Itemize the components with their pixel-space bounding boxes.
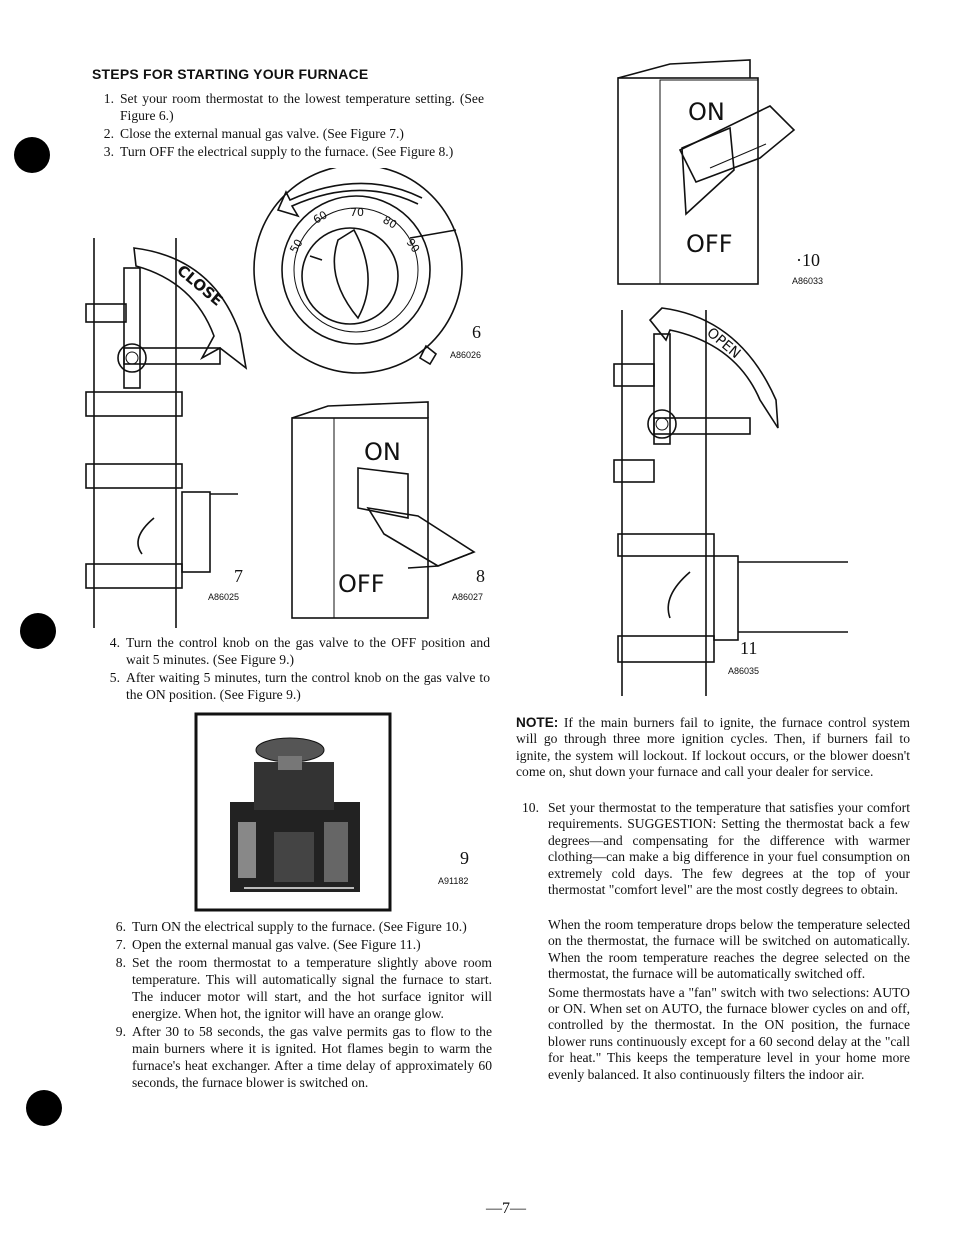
pipe-elbow <box>138 518 154 554</box>
valve-solenoid <box>274 832 314 882</box>
figure-10-number: ·10 <box>796 250 820 270</box>
list-item: 8. Set the room thermostat to a temperature slightly above room temperature. This will automatically signal the furnace to start. The inducer motor will start, and the hot surface ignitor will energize. When hot, the ignitor will have an orange glow. <box>115 955 492 1021</box>
figure-6-thermostat <box>250 168 470 378</box>
figure-9-number: 9 <box>460 848 469 868</box>
valve-direction-label: CLOSE <box>173 261 227 310</box>
switch-off-label: OFF <box>338 570 385 598</box>
switch-box-top <box>618 60 750 78</box>
switch-on-label: ON <box>364 438 401 466</box>
pipe-fitting <box>618 636 714 662</box>
figure-11-code: A86035 <box>728 666 760 676</box>
figure-6-number: 6 <box>472 322 481 342</box>
step-10-number: 10. <box>522 800 539 815</box>
dial-tab-icon <box>420 346 436 364</box>
valve-port <box>238 822 256 878</box>
figure-6-code: A86026 <box>450 350 482 360</box>
list-item: 4. Turn the control knob on the gas valve to the OFF position and wait 5 minutes. (See Figure 9.) <box>109 635 490 667</box>
pipe-stub <box>714 556 738 640</box>
valve-direction-label: OPEN <box>703 324 744 362</box>
dial-marker-line <box>410 230 456 238</box>
figure-7-gas-valve <box>84 238 254 628</box>
pipe-fitting <box>86 304 126 322</box>
list-item: 2. Close the external manual gas valve. (See Figure 7.) <box>103 126 404 141</box>
steps-list-c <box>104 918 492 1092</box>
switch-box-top <box>292 402 428 418</box>
dial-label-70: 70 <box>350 206 364 219</box>
pipe-fitting <box>614 460 654 482</box>
figure-11-gas-valve <box>610 300 854 700</box>
paragraph: Some thermostats have a "fan" switch with two selections: AUTO or ON. When set on AUTO, the furnace blower cycles on and off, controlled by the thermostat. In the ON position, the furnace blower runs continuously except for a 60 second delay at the "call for heat." This keeps the temperature level in your home more evenly balanced. It also continuously filters the indoor air. <box>548 984 910 1082</box>
page-number: —7— <box>486 1200 526 1217</box>
pipe-fitting <box>86 464 182 488</box>
thermostat-dial-face <box>294 208 418 332</box>
list-item: 1. Set your room thermostat to the lowest temperature setting. (See Figure 6.) <box>103 91 484 123</box>
note-label: NOTE: <box>516 715 559 730</box>
valve-knob-center <box>656 418 668 430</box>
binder-hole-bottom <box>26 1090 62 1126</box>
section-heading: STEPS FOR STARTING YOUR FURNACE <box>92 66 369 82</box>
pipe-fitting <box>86 564 182 588</box>
list-item: 3. Turn OFF the electrical supply to the furnace. (See Figure 8.) <box>103 144 454 159</box>
paragraph: When the room temperature drops below the temperature selected on the thermostat, the furnace will be switched on automatically. When the room temperature reaches the degree selected on the thermostat, the furnace will be automatically switched off. <box>548 917 910 982</box>
dial-label-50: 50 <box>287 236 306 256</box>
figure-7-code: A86025 <box>208 592 240 602</box>
figure-8-number: 8 <box>476 566 485 586</box>
list-item <box>516 800 910 898</box>
thermostat-outer-ring <box>254 168 462 373</box>
figure-10-electrical-switch <box>610 58 800 286</box>
dial-label-60: 60 <box>311 208 330 227</box>
figure-8-electrical-switch <box>288 398 478 622</box>
switch-on-label: ON <box>688 98 725 126</box>
pipe-stub <box>182 492 210 572</box>
list-item: 7. Open the external manual gas valve. (See Figure 11.) <box>115 937 421 952</box>
note-block <box>516 715 910 781</box>
steps-list-a <box>92 90 484 161</box>
valve-handle <box>654 418 750 434</box>
pipe-fitting <box>618 534 714 556</box>
binder-hole-middle <box>20 613 56 649</box>
list-item: 9. After 30 to 58 seconds, the gas valve permits gas to flow to the main burners where it is ignited. Hot flames begin to warm the furnace's heat exchanger. After a time delay of approximately 60 seconds, the furnace blower is switched on. <box>115 1024 492 1090</box>
valve-knob-stem <box>278 756 302 770</box>
switch-off-label: OFF <box>686 230 733 258</box>
list-item: 5. After waiting 5 minutes, turn the control knob on the gas valve to the ON position. (See Figure 9.) <box>109 670 490 702</box>
steps-list-b <box>98 634 490 704</box>
thermostat-knob <box>302 228 398 324</box>
body-paragraphs <box>548 917 910 1085</box>
figure-11-number: 11 <box>740 638 758 658</box>
list-item: 6. Turn ON the electrical supply to the furnace. (See Figure 10.) <box>115 919 467 934</box>
valve-port <box>324 822 348 882</box>
figure-7-number: 7 <box>234 566 243 586</box>
pipe-fitting <box>614 364 654 386</box>
pipe-fitting <box>86 392 182 416</box>
dial-label-80: 80 <box>380 213 400 232</box>
binder-hole-top <box>14 137 50 173</box>
figure-9-code: A91182 <box>438 876 469 886</box>
figure-9-gas-valve-photo <box>194 712 392 912</box>
pipe-elbow <box>668 572 690 618</box>
note-text: If the main burners fail to ignite, the furnace control system will go through three more ignition cycles. Then, if burners fail to ignite, the system will lockout. If lockout occurs, or the blower doesn't come on, shut down your furnace and call your dealer for service. <box>516 715 910 780</box>
figure-10-code: A86033 <box>792 276 824 286</box>
dial-label-90: 90 <box>403 236 423 256</box>
switch-lever <box>368 508 474 566</box>
thermostat-pointer <box>334 230 368 318</box>
dial-tick <box>310 256 322 260</box>
step-10 <box>516 800 910 900</box>
valve-knob-center <box>126 352 138 364</box>
figure-8-code: A86027 <box>452 592 484 602</box>
valve-stem <box>654 334 670 444</box>
step-10-text: Set your thermostat to the temperature that satisfies your comfort requirements. SUGGESTION: Setting the thermostat back a few degrees—and compensating for the difference with warmer clothing—can make a big difference in your fuel consumption on extremely cold days. The few degrees at the top of your thermostat "comfort level" are the most costly degrees to obtain. <box>548 800 910 898</box>
